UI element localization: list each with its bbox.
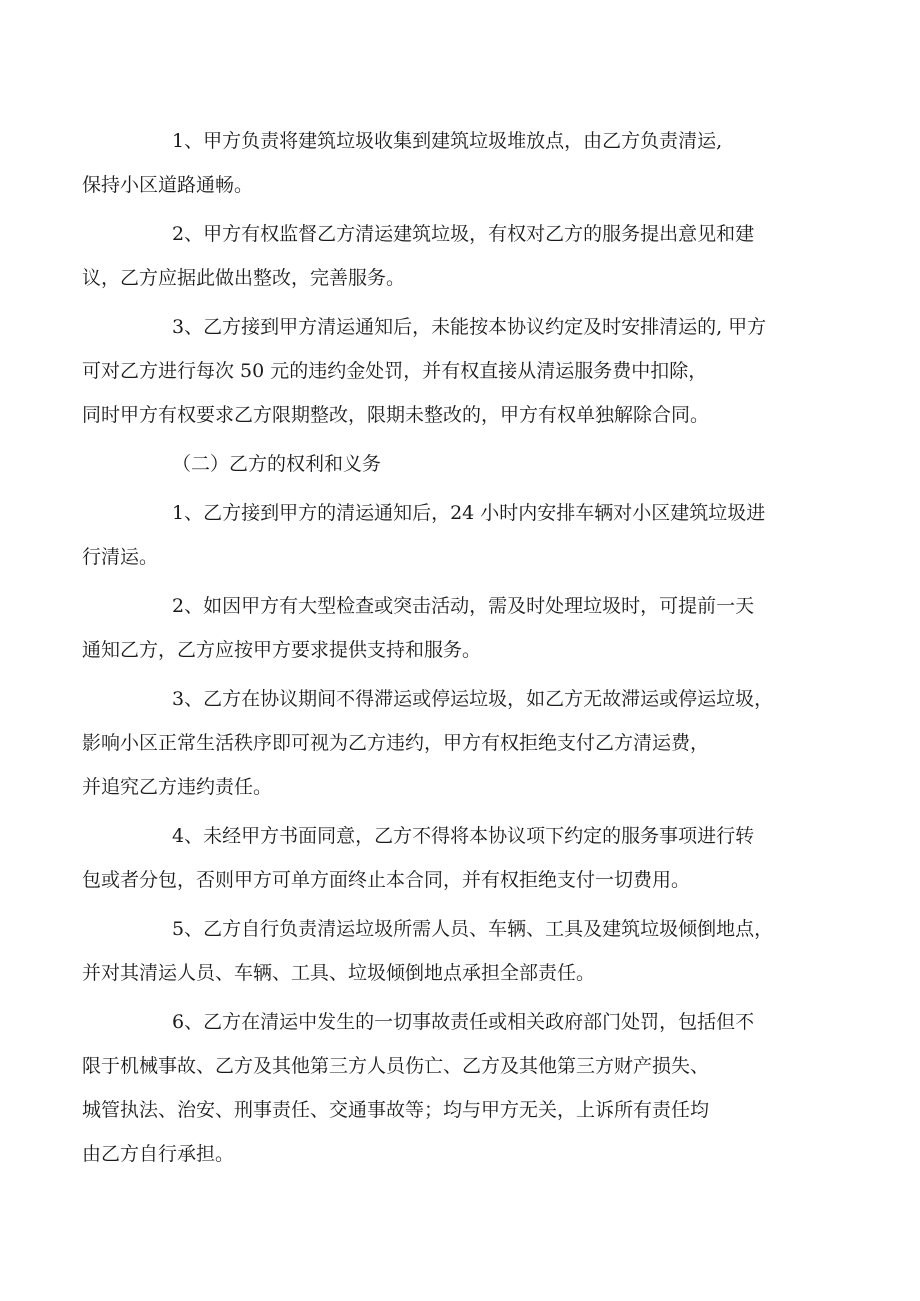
text-line: 3、乙方在协议期间不得滞运或停运垃圾，如乙方无故滞运或停运垃圾，	[172, 688, 774, 710]
text-line: 1、甲方负责将建筑垃圾收集到建筑垃圾堆放点，由乙方负责清运,	[172, 130, 723, 152]
text-line: 包或者分包，否则甲方可单方面终止本合同，并有权拒绝支付一切费用。	[82, 869, 691, 891]
text-line: 6、乙方在清运中发生的一切事故责任或相关政府部门处罚，包括但不	[172, 1011, 755, 1033]
text-line: 影响小区正常生活秩序即可视为乙方违约，甲方有权拒绝支付乙方清运费，	[82, 732, 710, 754]
text-line: 2、甲方有权监督乙方清运建筑垃圾，有权对乙方的服务提出意见和建	[172, 223, 755, 245]
text-line: 2、如因甲方有大型检查或突击活动，需及时处理垃圾时，可提前一天	[172, 595, 755, 617]
clause-b-2	[82, 584, 808, 672]
text-line: 议，乙方应据此做出整改，完善服务。	[82, 267, 406, 289]
clause-b-3	[82, 677, 808, 809]
text-line: 5、乙方自行负责清运垃圾所需人员、车辆、工具及建筑垃圾倾倒地点，	[172, 918, 774, 940]
text-line: 3、乙方接到甲方清运通知后，未能按本协议约定及时安排清运的, 甲方	[172, 316, 767, 338]
section-heading: （二）乙方的权利和义务	[172, 453, 382, 475]
clause-a-1	[82, 119, 808, 207]
text-line: 通知乙方，乙方应按甲方要求提供支持和服务。	[82, 639, 482, 661]
text-line: 城管执法、治安、刑事责任、交通事故等；均与甲方无关，上诉所有责任均	[82, 1099, 710, 1121]
text-line: 行清运。	[82, 546, 159, 568]
clause-b-6	[82, 1000, 808, 1176]
text-line: 并对其清运人员、车辆、工具、垃圾倾倒地点承担全部责任。	[82, 962, 596, 984]
text-line: 同时甲方有权要求乙方限期整改，限期未整改的，甲方有权单独解除合同。	[82, 404, 710, 426]
clause-b-5	[82, 907, 808, 995]
text-line: 限于机械事故、乙方及其他第三方人员伤亡、乙方及其他第三方财产损失、	[82, 1055, 710, 1077]
text-line: 保持小区道路通畅。	[82, 174, 254, 196]
text-line: 4、未经甲方书面同意，乙方不得将本协议项下约定的服务事项进行转	[172, 825, 755, 847]
text-line: 由乙方自行承担。	[82, 1143, 235, 1165]
text-line: 1、乙方接到甲方的清运通知后，24 小时内安排车辆对小区建筑垃圾进	[172, 502, 766, 524]
clause-b-1	[82, 491, 808, 579]
text-line: 并追究乙方违约责任。	[82, 776, 273, 798]
clause-b-4	[82, 814, 808, 902]
text-line: 可对乙方进行每次 50 元的违约金处罚，并有权直接从清运服务费中扣除，	[82, 360, 708, 382]
clause-a-2	[82, 212, 808, 300]
clause-a-3	[82, 305, 808, 437]
